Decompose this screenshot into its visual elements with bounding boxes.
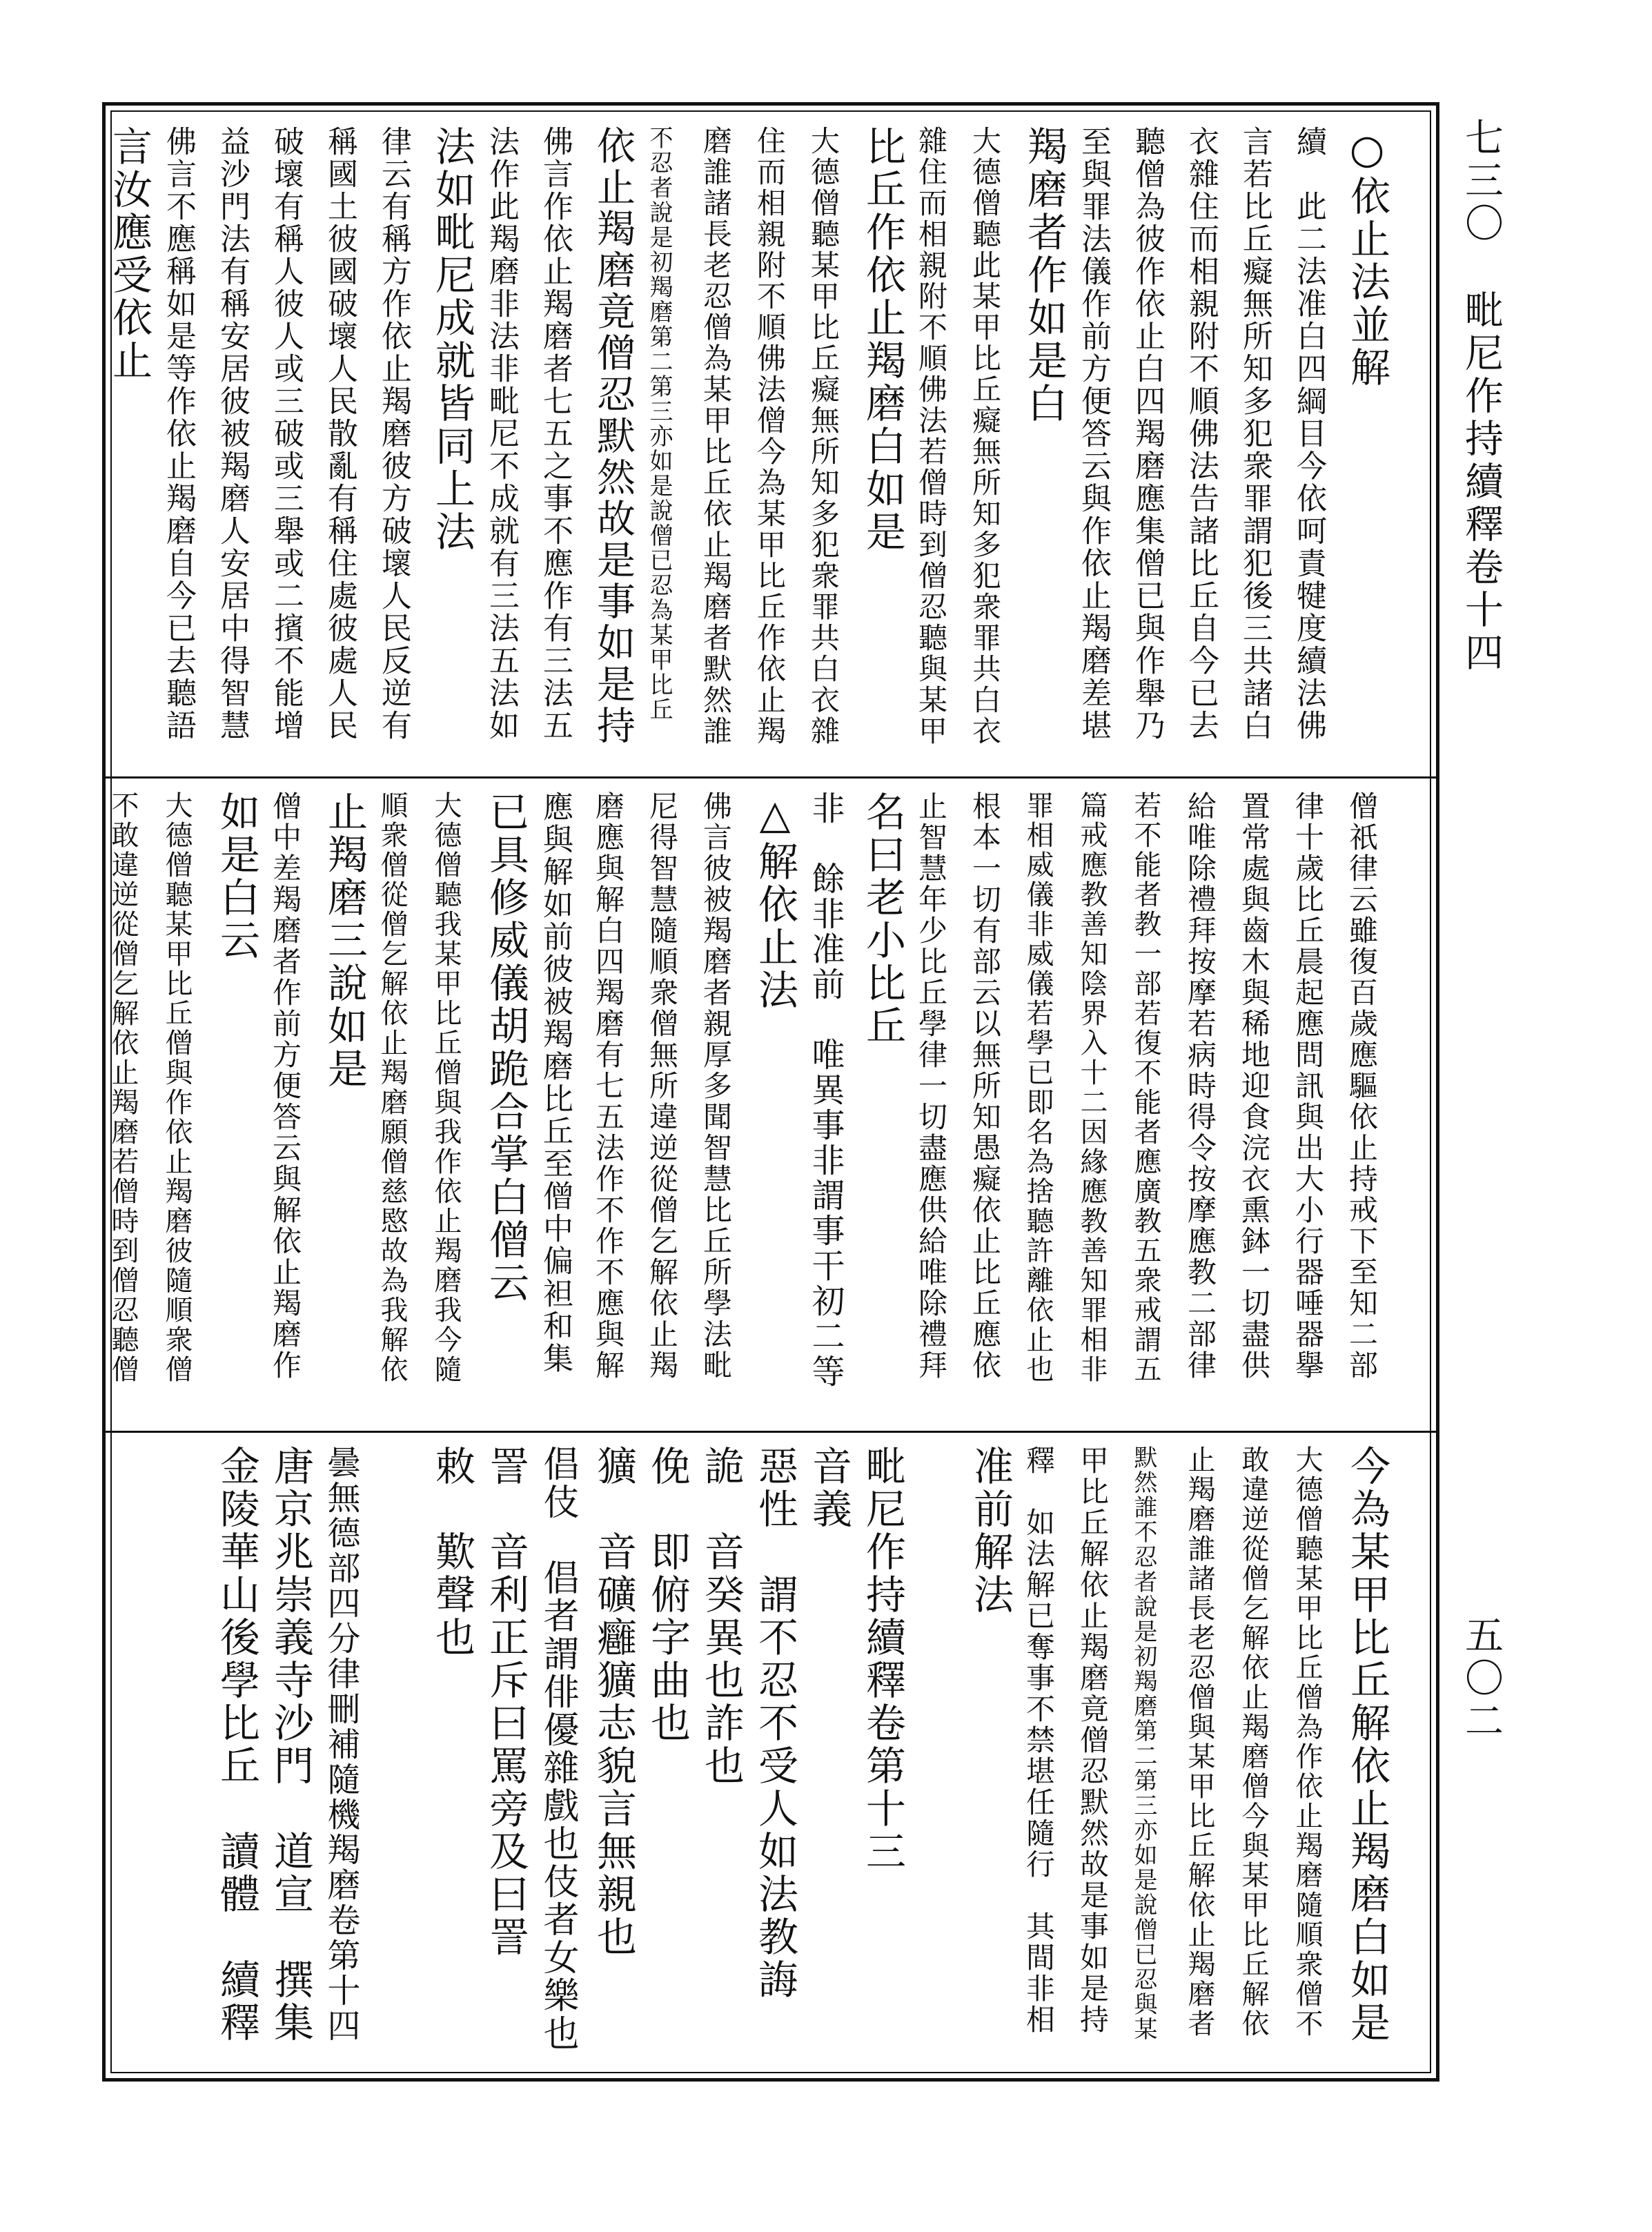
band1-column: 比丘作依止羯磨白如是	[859, 126, 906, 554]
band3-column: 釋 如法解已奪事不禁堪任隨行 其間非相	[1022, 1445, 1056, 2035]
band2-column: 非 餘非准前 唯異事非謂事干初二等	[806, 791, 845, 1389]
band1-column: 續 此二法准白四綱目今依呵責犍度續法佛	[1291, 126, 1326, 742]
band1-column: 破壞有稱人彼人或三破或三舉或二擯不能增	[268, 126, 304, 742]
band3-column: 大德僧聽某甲比丘僧為作依止羯磨隨順衆僧不	[1291, 1445, 1323, 2039]
band2-column: 罪相威儀非威儀若學已即名為捨聽許離依止也	[1022, 791, 1054, 1384]
band2-column: 根本一切有部云以無所知愚癡依止比丘應依	[968, 791, 1002, 1381]
band2-column: 佛言彼被羯磨者親厚多聞智慧比丘所學法毗	[699, 791, 733, 1381]
band3-column: 毗尼作持續釋卷第十三	[859, 1445, 906, 1873]
band2-column: 給唯除禮拜按摩若病時得令按摩應教二部律	[1183, 791, 1217, 1381]
band2-column: 順衆僧從僧乞解依止羯磨願僧慈愍故為我解依	[376, 791, 408, 1384]
band1-column: 至與罪法儀作前方便答云與作依止羯磨差堪	[1076, 126, 1111, 742]
band3-column: 俛 即俯字曲也	[644, 1445, 691, 1745]
band3-column: 默然誰不忍者說是初羯磨第二第三亦如是說僧已忍與某	[1130, 1445, 1157, 2042]
band1-column: 言汝應受依止	[106, 126, 153, 382]
band1-column: ○依止法並解	[1344, 126, 1390, 389]
band2-column: 若不能者教一部若復不能者應廣教五衆戒謂五	[1130, 791, 1161, 1384]
band1-column: 衣雜住而相親附不順佛法告諸比丘自今已去	[1183, 126, 1219, 742]
band1-column: 住而相親附不順佛法僧今為某甲比丘作依止羯	[753, 126, 787, 747]
band3-column: 倡伎 倡者謂俳優雜戲也伎者女樂也	[537, 1445, 578, 2053]
band3-column: 唐京兆崇義寺沙門 道宣 撰集	[267, 1445, 314, 2044]
band3-column: 詈 音利正斥曰罵旁及曰詈	[482, 1445, 529, 1959]
band3-column: 音義	[805, 1445, 852, 1531]
band2-column: 不敢違逆從僧乞解依止羯磨若僧時到僧忍聽僧	[107, 791, 139, 1384]
band1-column: 稱國土彼國破壞人民散亂有稱住處彼處人民	[322, 126, 357, 742]
band1-column: 法如毗尼成就皆同上法	[429, 126, 475, 554]
band2-column: 磨應與解白四羯磨有七五法作不作不應與解	[591, 791, 625, 1381]
book-title: 毗尼作持續釋卷十四	[1459, 290, 1504, 675]
band2-column: 如是白云	[213, 791, 260, 962]
band2-column: 僧祇律云雖復百歲應驅依止持戒下至知二部	[1345, 791, 1379, 1381]
band1-column: 磨誰諸長老忍僧為某甲比丘依止羯磨者默然誰	[699, 126, 733, 747]
band1-column: 法作此羯磨非法非毗尼不成就有三法五法如	[484, 126, 519, 742]
page-number-right: 五〇二	[1459, 1615, 1504, 1743]
band1-column: 雜住而相親附不順佛法若僧時到僧忍聽與某甲	[914, 126, 948, 747]
band3-column: 敕 歎聲也	[429, 1445, 475, 1659]
band3-column: 金陵華山後學比丘 讀體 續釋	[213, 1445, 260, 2044]
band1-column: 佛言不應稱如是等作依止羯磨自今已去聽語	[161, 126, 196, 742]
band1-column: 大德僧聽某甲比丘癡無所知多犯衆罪共白衣雜	[807, 126, 840, 747]
band1-column: 羯磨者作如是白	[1021, 126, 1068, 425]
band2-column: 大德僧聽我某甲比丘僧與我作依止羯磨我今隨	[430, 791, 462, 1384]
band-divider-1	[104, 776, 1438, 779]
band1-column: 不忍者說是初羯磨第二第三亦如是說僧已忍為某甲比丘	[645, 126, 673, 722]
band1-column: 佛言作依止羯磨者七五之事不應作有三法五	[538, 126, 573, 742]
band3-column: 詭 音癸異也詐也	[698, 1445, 745, 1788]
band2-column: 應與解如前彼被羯磨比丘至僧中偏袒和集	[538, 791, 573, 1375]
band2-column: 止智慧年少比丘學律一切盡應供給唯除禮拜	[914, 791, 948, 1381]
band2-column: 名曰老小比丘	[859, 791, 906, 1048]
band2-column: 止羯磨三說如是	[321, 791, 368, 1090]
band3-column: 獷 音礦癰獷志貌言無親也	[590, 1445, 637, 1959]
band3-column: 今為某甲比丘解依止羯磨白如是	[1344, 1445, 1390, 2044]
band1-column: 聽僧為彼作依止白四羯磨應集僧已與作舉乃	[1130, 126, 1165, 742]
band2-column: 大德僧聽某甲比丘僧與作依止羯磨彼隨順衆僧	[161, 791, 193, 1384]
band2-column: 僧中差羯磨者作前方便答云與解依止羯磨作	[268, 791, 302, 1381]
band3-column: 敢違逆從僧乞解依止羯磨僧今與某甲比丘解依	[1237, 1445, 1269, 2039]
band2-column: 尼得智慧隨順衆僧無所違逆從僧乞解依止羯	[645, 791, 679, 1381]
band2-column: △解依止法	[751, 791, 798, 1012]
band-divider-2	[104, 1431, 1438, 1433]
band2-column: 篇戒應教善知陰界入十二因緣應教善知罪相非	[1076, 791, 1108, 1384]
page-number-left: 七三〇	[1459, 117, 1504, 246]
band3-column: 惡性 謂不忍不受人如法教誨	[751, 1445, 798, 2001]
band1-column: 益沙門法有稱安居彼被羯磨人安居中得智慧	[215, 126, 250, 742]
band3-column: 甲比丘解依止羯磨竟僧忍默然故是事如是持	[1076, 1445, 1110, 2035]
band1-column: 言若比丘癡無所知多犯衆罪謂犯後三共諸白	[1237, 126, 1272, 742]
band2-column: 置常處與齒木與稀地迎食浣衣熏鉢一切盡供	[1237, 791, 1271, 1381]
band2-column: 已具修威儀胡跪合掌白僧云	[482, 791, 529, 1304]
band3-column: 曇無德部四分律刪補隨機羯磨卷第十四	[322, 1445, 360, 2044]
band1-column: 大德僧聽此某甲比丘癡無所知多犯衆罪共白衣	[968, 126, 1002, 747]
band3-column: 止羯磨誰諸長老忍僧與某甲比丘解依止羯磨者	[1183, 1445, 1215, 2039]
band3-column: 准前解法	[967, 1445, 1014, 1616]
band1-column: 律云有稱方作依止羯磨彼方破壞人民反逆有	[376, 126, 411, 742]
band2-column: 律十歲比丘晨起應問訊與出大小行器唾器擧	[1291, 791, 1325, 1381]
band1-column: 依止羯磨竟僧忍默然故是事如是持	[591, 126, 636, 747]
